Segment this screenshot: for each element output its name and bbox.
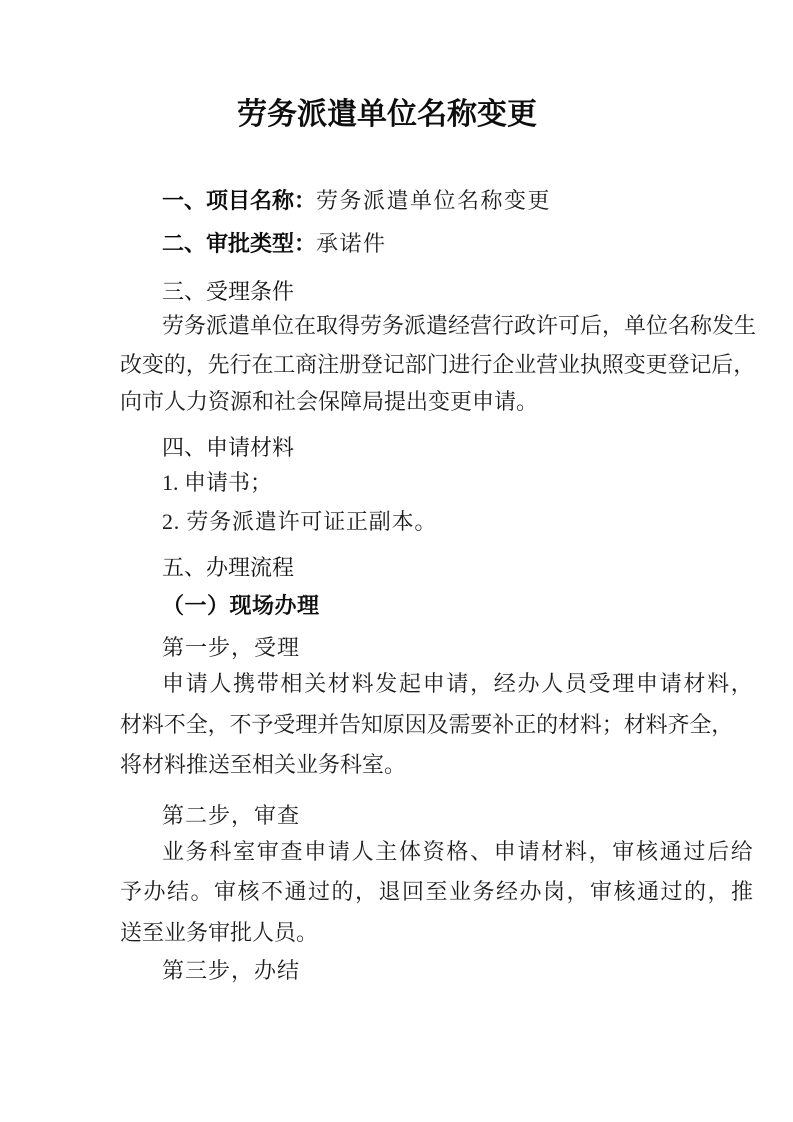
item-project-name-label: 一、项目名称： xyxy=(162,188,317,213)
acceptance-paragraph-line: 改变的，先行在工商注册登记部门进行企业营业执照变更登记后， xyxy=(120,352,756,377)
material-item-1: 1. 申请书； xyxy=(162,470,273,495)
step-2-paragraph-line: 送至业务审批人员。 xyxy=(120,920,319,945)
page-title: 劳务派遣单位名称变更 xyxy=(237,98,537,131)
heading-application-materials: 四、申请材料 xyxy=(162,435,295,460)
acceptance-paragraph-line: 劳务派遣单位在取得劳务派遣经营行政许可后，单位名称发生 xyxy=(162,313,757,338)
item-approval-type-label: 二、审批类型： xyxy=(162,231,317,256)
item-approval-type xyxy=(162,233,387,255)
step-3-title: 第三步，办结 xyxy=(162,958,301,983)
step-1-title: 第一步，受理 xyxy=(162,635,301,660)
item-project-name xyxy=(162,190,551,212)
step-2-paragraph-line: 予办结。审核不通过的，退回至业务经办岗，审核通过的，推 xyxy=(120,879,755,904)
step-2-title: 第二步，审查 xyxy=(162,803,301,828)
subheading-onsite-handling: （一）现场办理 xyxy=(162,593,320,618)
item-approval-type-value: 承诺件 xyxy=(316,231,387,256)
item-project-name-value: 劳务派遣单位名称变更 xyxy=(316,188,552,213)
heading-process: 五、办理流程 xyxy=(162,555,295,580)
step-1-paragraph-line: 将材料推送至相关业务科室。 xyxy=(120,752,407,777)
step-1-paragraph-line: 申请人携带相关材料发起申请，经办人员受理申请材料， xyxy=(162,671,755,696)
step-2-paragraph-line: 业务科室审查申请人主体资格、申请材料，审核通过后给 xyxy=(162,839,755,864)
acceptance-paragraph-line: 向市人力资源和社会保障局提出变更申请。 xyxy=(120,389,539,414)
material-item-2: 2. 劳务派遣许可证正副本。 xyxy=(162,509,438,534)
heading-acceptance-conditions: 三、受理条件 xyxy=(162,279,295,304)
step-1-paragraph-line: 材料不全，不予受理并告知原因及需要补正的材料；材料齐全， xyxy=(120,712,734,737)
